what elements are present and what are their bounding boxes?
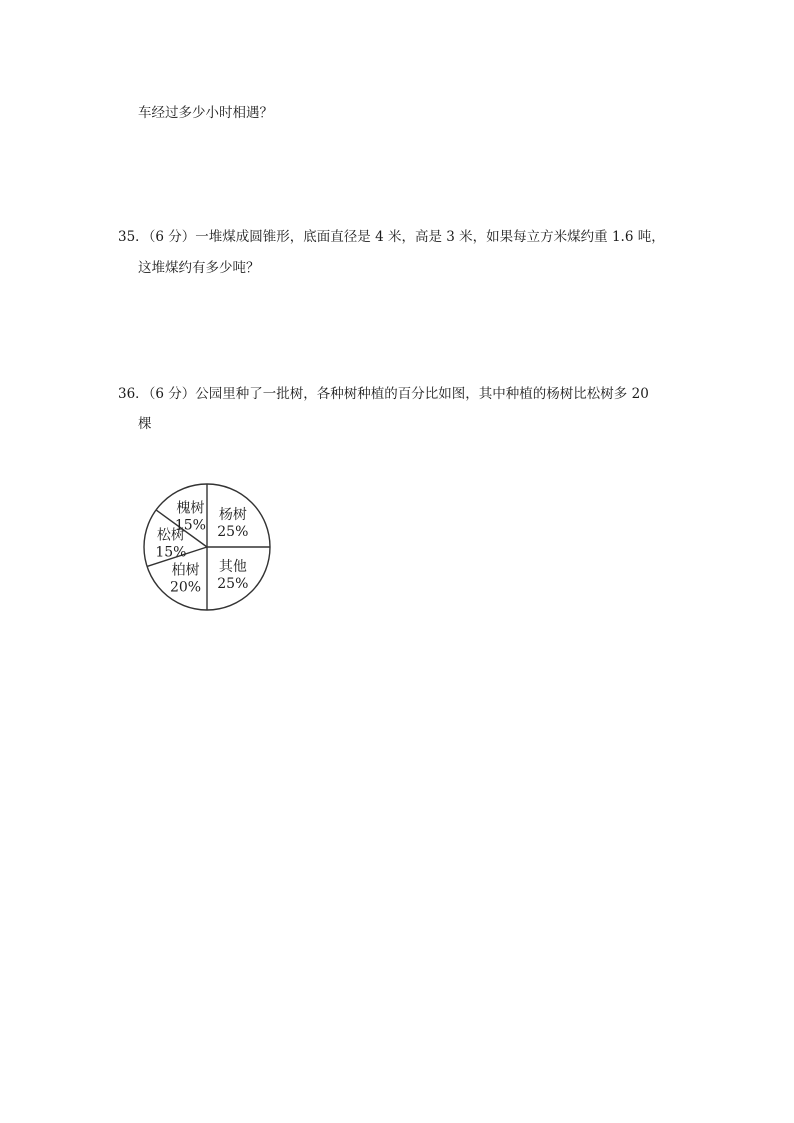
pie-slice-value-label: 25% [217,524,249,541]
pie-slice-value-label: 15% [155,544,187,561]
pie-slice-label: 松树 [156,527,185,544]
pie-chart-svg [138,480,278,614]
question-34-continuation: 车经过多少小时相遇？ [138,105,273,121]
question-36-line-1: 36．（6 分）公园里种了一批树，各种树种植的百分比如图，其中种植的杨树比松树多 20 [118,386,649,402]
pie-slice-label: 槐树 [176,500,205,517]
pie-slice-value-label: 20% [169,579,202,596]
question-35-line-1: 35．（6 分）一堆煤成圆锥形，底面直径是 4 米，高是 3 米，如果每立方米煤约重 1.6 吨， [118,229,665,245]
tree-percentage-pie-chart [138,480,278,614]
pie-slice-label: 其他 [218,558,247,575]
question-36-line-2: 棵 [138,416,152,432]
pie-slice-value-label: 15% [174,517,206,534]
pie-slice-label: 柏树 [171,562,200,579]
pie-slice-value-label: 25% [217,575,249,592]
question-35-line-2: 这堆煤约有多少吨？ [138,260,260,276]
pie-slice-label: 杨树 [218,507,247,524]
